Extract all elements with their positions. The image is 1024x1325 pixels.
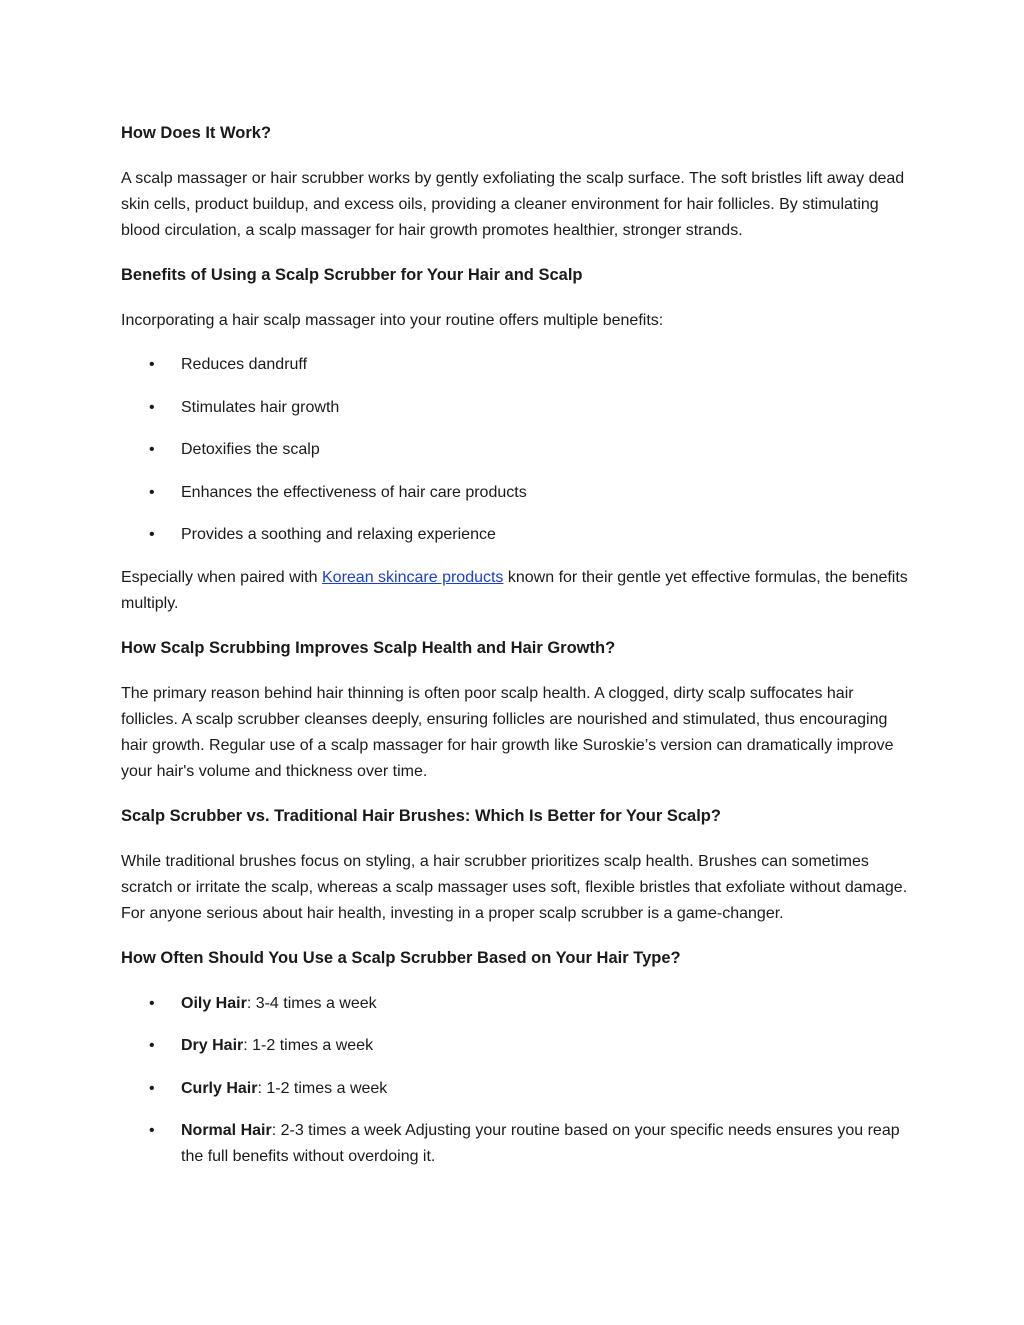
how-it-works-paragraph: A scalp massager or hair scrubber works by gently exfoliating the scalp surface. The soft bristles lift away dead skin cells, product buildup, and excess oils, providing a cleaner environment for hair follicles. By stimulating blood circulation, a scalp massager for hair growth promotes healthier, stronger strands. <box>121 170 905 239</box>
frequency-list <box>121 991 911 1171</box>
list-item: • Detoxifies the scalp <box>121 437 911 463</box>
list-item: • Oily Hair: 3-4 times a week <box>121 991 911 1017</box>
section-heading-how-it-works: How Does It Work? <box>121 124 272 142</box>
list-item: • Normal Hair: 2-3 times a week Adjusting your routine based on your specific needs ensures you reap the full benefits without overdoing it. <box>121 1118 911 1170</box>
bullet-icon: • <box>149 483 155 501</box>
section-heading-benefits: Benefits of Using a Scalp Scrubber for Your Hair and Scalp <box>121 266 583 284</box>
list-item: • Dry Hair: 1-2 times a week <box>121 1033 911 1059</box>
benefits-closing-paragraph: Especially when paired with Korean skincare products known for their gentle yet effective formulas, the benefits multiply. <box>121 568 908 612</box>
scrubber-vs-brushes-paragraph: While traditional brushes focus on styling, a hair scrubber prioritizes scalp health. Brushes can sometimes scratch or irritate the scalp, whereas a scalp massager uses soft, flexible bristles that exfoliate without damage. For anyone serious about hair health, investing in a proper scalp scrubber is a game-changer. <box>121 852 908 922</box>
bullet-icon: • <box>149 1037 155 1054</box>
list-item: • Enhances the effectiveness of hair care products <box>121 480 911 506</box>
bullet-icon: • <box>149 398 155 416</box>
bullet-icon: • <box>149 356 155 373</box>
document-page <box>121 120 911 1187</box>
bullet-icon: • <box>149 441 155 458</box>
bullet-icon: • <box>149 1122 155 1139</box>
korean-skincare-link[interactable]: Korean skincare products <box>322 568 504 586</box>
scalp-health-paragraph: The primary reason behind hair thinning is often poor scalp health. A clogged, dirty scalp suffocates hair follicles. A scalp scrubber cleanses deeply, ensuring follicles are nourished and stimulated, thus encouraging hair growth. Regular use of a scalp massager for hair growth like Suroskie’s version can dramatically improve your hair's volume and thickness over time. <box>121 684 894 780</box>
list-item: • Stimulates hair growth <box>121 395 911 421</box>
bullet-icon: • <box>149 994 155 1012</box>
bullet-icon: • <box>149 526 155 543</box>
section-heading-frequency: How Often Should You Use a Scalp Scrubber Based on Your Hair Type? <box>121 948 681 967</box>
list-item: • Reduces dandruff <box>121 352 911 378</box>
section-heading-scrubber-vs-brushes: Scalp Scrubber vs. Traditional Hair Brushes: Which Is Better for Your Scalp? <box>121 806 721 825</box>
bullet-icon: • <box>149 1079 155 1097</box>
section-heading-scalp-health: How Scalp Scrubbing Improves Scalp Health and Hair Growth? <box>121 638 616 657</box>
benefits-list <box>121 352 911 548</box>
list-item: • Curly Hair: 1-2 times a week <box>121 1076 911 1102</box>
benefits-intro: Incorporating a hair scalp massager into your routine offers multiple benefits: <box>121 312 664 329</box>
list-item: • Provides a soothing and relaxing experience <box>121 522 911 548</box>
